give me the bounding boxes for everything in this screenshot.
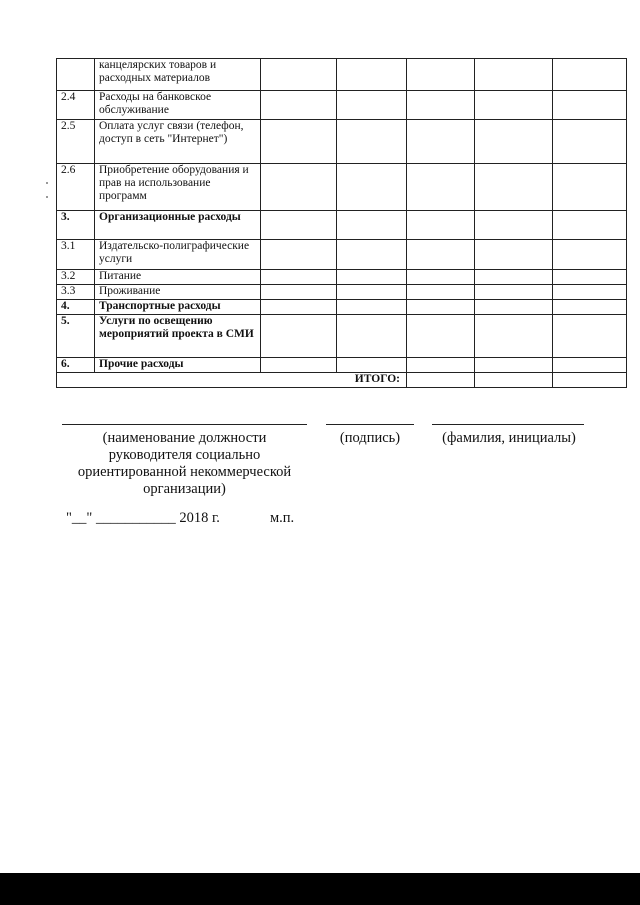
amount-cell [261, 240, 337, 270]
position-caption: (наименование должности руководителя социально ориентированной некоммерческой организации) [77, 430, 292, 497]
row-label: канцелярских товаров и расходных материалов [95, 59, 261, 91]
amount-cell [407, 300, 475, 315]
row-label: Услуги по освещению мероприятий проекта в СМИ [95, 315, 261, 358]
row-number: 3. [57, 211, 95, 240]
amount-cell [337, 285, 407, 300]
total-spacer [57, 373, 337, 388]
amount-cell [407, 358, 475, 373]
amount-cell [475, 240, 553, 270]
table-row [57, 240, 627, 270]
amount-cell [337, 211, 407, 240]
amount-cell [553, 164, 627, 211]
amount-cell [553, 59, 627, 91]
total-amount-cell [553, 373, 627, 388]
amount-cell [407, 91, 475, 120]
amount-cell [337, 358, 407, 373]
row-number: 2.5 [57, 120, 95, 164]
date-line: "__" ___________ 2018 г. [66, 510, 220, 526]
table-row [57, 211, 627, 240]
name-caption: (фамилия, инициалы) [442, 430, 576, 446]
position-signature-line [62, 424, 307, 425]
row-label: Транспортные расходы [95, 300, 261, 315]
amount-cell [407, 315, 475, 358]
amount-cell [475, 211, 553, 240]
amount-cell [475, 285, 553, 300]
row-number: 6. [57, 358, 95, 373]
total-label: ИТОГО: [337, 373, 407, 388]
row-number: 3.1 [57, 240, 95, 270]
table-row [57, 358, 627, 373]
row-number: 2.6 [57, 164, 95, 211]
table-row [57, 120, 627, 164]
row-number: 2.4 [57, 91, 95, 120]
amount-cell [475, 120, 553, 164]
budget-table [56, 58, 627, 388]
amount-cell [475, 300, 553, 315]
amount-cell [337, 270, 407, 285]
total-amount-cell [475, 373, 553, 388]
signature-caption: (подпись) [339, 430, 401, 446]
amount-cell [261, 315, 337, 358]
amount-cell [553, 358, 627, 373]
amount-cell [337, 315, 407, 358]
scan-bottom-edge [0, 873, 640, 905]
amount-cell [337, 59, 407, 91]
amount-cell [261, 91, 337, 120]
amount-cell [553, 240, 627, 270]
scan-artifact [46, 182, 48, 184]
row-number [57, 59, 95, 91]
amount-cell [407, 211, 475, 240]
row-label: Приобретение оборудования и прав на использование программ [95, 164, 261, 211]
table-row [57, 164, 627, 211]
amount-cell [261, 211, 337, 240]
amount-cell [475, 358, 553, 373]
row-label: Проживание [95, 285, 261, 300]
scan-artifact [46, 196, 48, 198]
amount-cell [475, 270, 553, 285]
amount-cell [337, 164, 407, 211]
amount-cell [337, 120, 407, 164]
amount-cell [553, 91, 627, 120]
amount-cell [553, 315, 627, 358]
row-label: Издательско-полиграфические услуги [95, 240, 261, 270]
amount-cell [553, 120, 627, 164]
row-number: 4. [57, 300, 95, 315]
name-signature-line [432, 424, 584, 425]
amount-cell [407, 120, 475, 164]
amount-cell [261, 59, 337, 91]
amount-cell [475, 91, 553, 120]
amount-cell [407, 164, 475, 211]
amount-cell [553, 300, 627, 315]
amount-cell [261, 358, 337, 373]
row-label: Питание [95, 270, 261, 285]
total-row [57, 373, 627, 388]
amount-cell [407, 59, 475, 91]
amount-cell [261, 120, 337, 164]
amount-cell [261, 164, 337, 211]
amount-cell [475, 164, 553, 211]
table-row [57, 59, 627, 91]
amount-cell [337, 240, 407, 270]
stamp-label: м.п. [270, 510, 295, 526]
amount-cell [407, 285, 475, 300]
amount-cell [337, 91, 407, 120]
row-label: Организационные расходы [95, 211, 261, 240]
amount-cell [407, 270, 475, 285]
amount-cell [553, 270, 627, 285]
amount-cell [475, 315, 553, 358]
table-row [57, 315, 627, 358]
amount-cell [475, 59, 553, 91]
table-row [57, 285, 627, 300]
row-number: 3.3 [57, 285, 95, 300]
table-row [57, 300, 627, 315]
amount-cell [337, 300, 407, 315]
amount-cell [553, 211, 627, 240]
amount-cell [261, 285, 337, 300]
amount-cell [261, 270, 337, 285]
row-label: Расходы на банковское обслуживание [95, 91, 261, 120]
amount-cell [553, 285, 627, 300]
row-number: 3.2 [57, 270, 95, 285]
row-label: Оплата услуг связи (телефон, доступ в сеть "Интернет") [95, 120, 261, 164]
amount-cell [261, 300, 337, 315]
amount-cell [407, 240, 475, 270]
signature-line [326, 424, 414, 425]
total-amount-cell [407, 373, 475, 388]
table-row [57, 91, 627, 120]
row-number: 5. [57, 315, 95, 358]
table-row [57, 270, 627, 285]
row-label: Прочие расходы [95, 358, 261, 373]
